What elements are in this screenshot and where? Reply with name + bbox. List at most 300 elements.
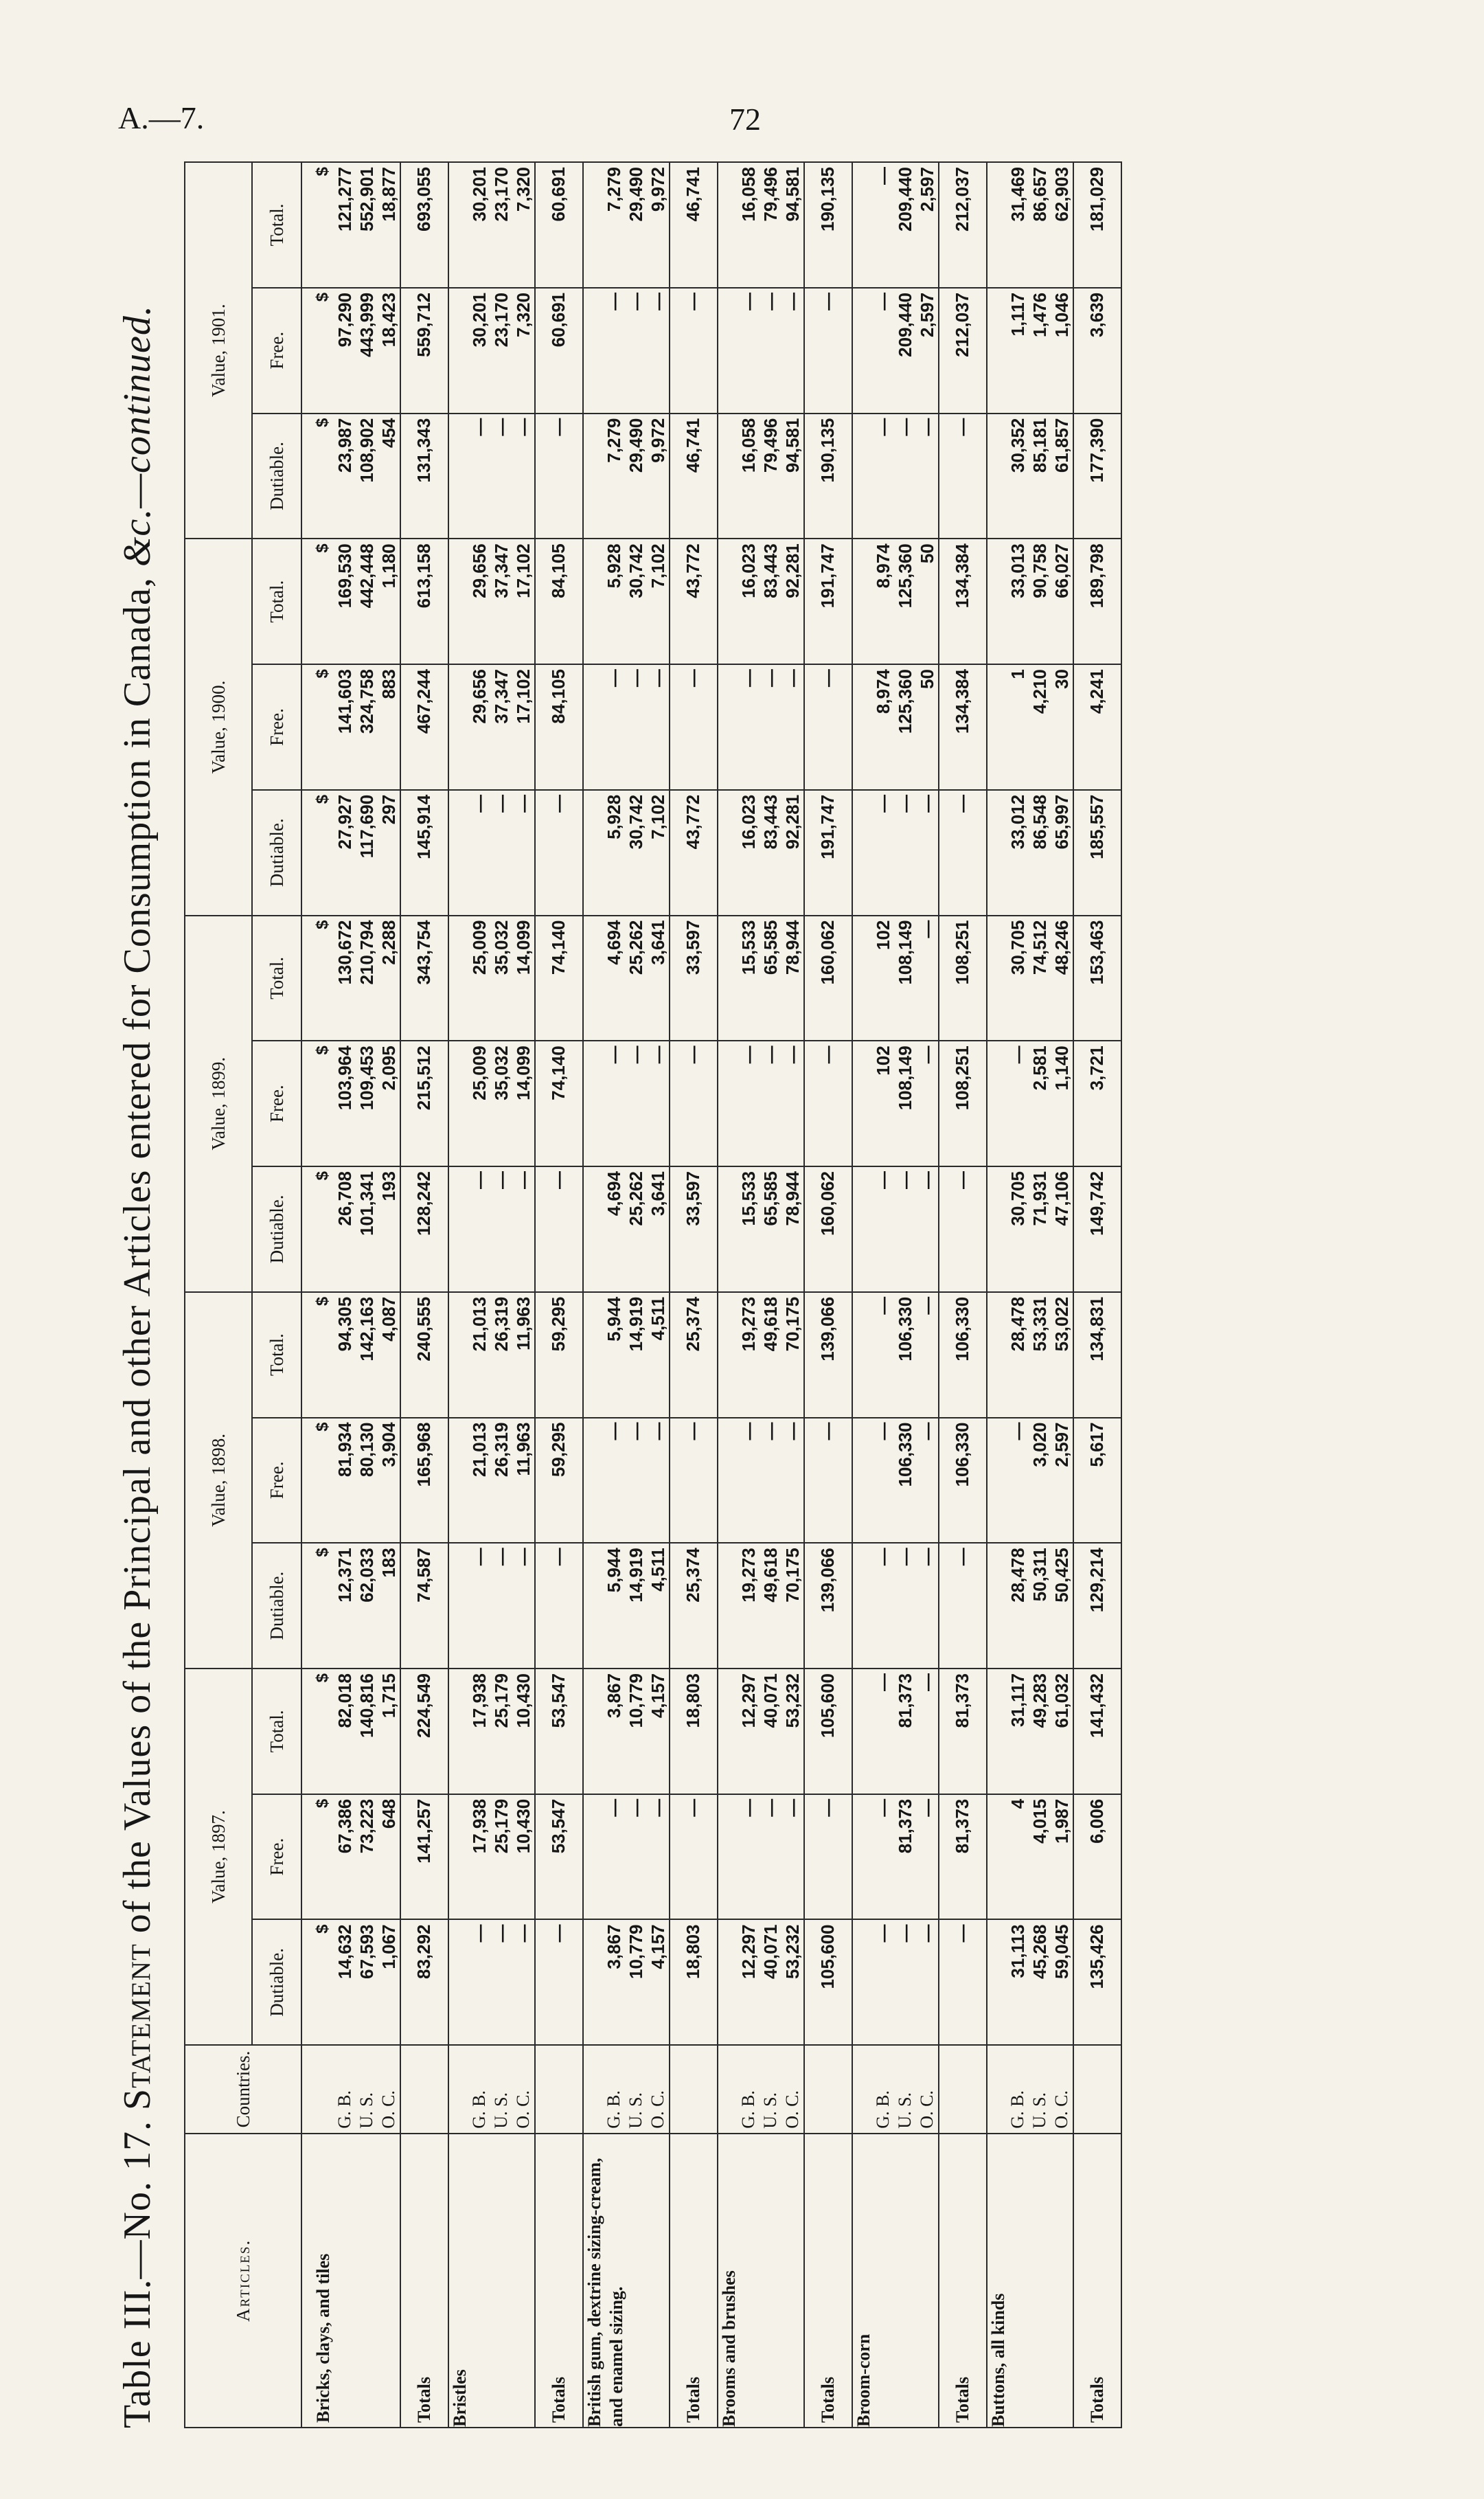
value-cell: — [894, 790, 916, 916]
value-cell: — [625, 288, 647, 414]
total-cell: 25,374 [670, 1543, 718, 1669]
value-cell: 19,273 [738, 1543, 760, 1669]
value-cell: 85,181 [1029, 414, 1051, 539]
value-cell: 552,901 [356, 162, 378, 288]
spacer-cell [448, 414, 468, 539]
value-cell: 74,512 [1029, 916, 1051, 1041]
country-cell: G. B. [603, 2045, 625, 2133]
spacer-cell [718, 1418, 738, 1544]
spacer-cell [583, 1041, 603, 1166]
value-cell: 17,102 [512, 664, 535, 790]
value-cell: 83,443 [760, 790, 781, 916]
spacer-cell [852, 1166, 872, 1292]
spacer-cell [448, 1919, 468, 2045]
value-cell: 19,273 [738, 1292, 760, 1418]
column-header-0-0: Dutiable. [252, 1919, 301, 2045]
value-cell: 78,944 [781, 916, 804, 1041]
value-cell: 648 [378, 1794, 400, 1920]
country-cell: U. S. [490, 2045, 512, 2133]
currency-symbol: $ [301, 790, 334, 916]
value-cell: 35,032 [490, 1041, 512, 1166]
value-cell: 61,857 [1051, 414, 1073, 539]
value-cell: 3,020 [1029, 1418, 1051, 1544]
value-cell: 30,352 [1007, 414, 1029, 539]
total-cell: 46,741 [670, 162, 718, 288]
value-cell: 30,201 [468, 288, 490, 414]
value-cell: 3,641 [647, 916, 670, 1041]
value-cell: — [490, 1166, 512, 1292]
value-cell: — [916, 1669, 939, 1794]
total-cell: 105,600 [804, 1919, 852, 2045]
value-cell: — [760, 664, 781, 790]
value-table [184, 161, 1122, 2428]
total-cell: 191,747 [804, 539, 852, 664]
value-cell: 14,919 [625, 1543, 647, 1669]
value-cell: 50,425 [1051, 1543, 1073, 1669]
value-cell: 30,201 [468, 162, 490, 288]
value-cell: 94,581 [781, 414, 804, 539]
value-cell: 5,928 [603, 539, 625, 664]
value-cell: — [647, 664, 670, 790]
value-cell: 12,297 [738, 1669, 760, 1794]
total-cell: 6,006 [1073, 1794, 1121, 1920]
spacer-cell [718, 1543, 738, 1669]
title-statement: Statement [116, 1943, 159, 2111]
spacer-cell [852, 539, 872, 664]
total-cell: 145,914 [400, 790, 448, 916]
value-cell: 2,095 [378, 1041, 400, 1166]
title-text: of the Values of the Principal and other Articles entered for Consumption in Canada, [116, 577, 159, 1934]
value-cell: — [647, 1794, 670, 1920]
country-cell: O. C. [781, 2045, 804, 2133]
value-cell: — [781, 664, 804, 790]
total-cell: 134,384 [939, 664, 987, 790]
value-cell: — [490, 1543, 512, 1669]
currency-country-cell [718, 2045, 738, 2133]
spacer-cell [852, 664, 872, 790]
value-cell: 81,373 [894, 1794, 916, 1920]
value-cell: 10,779 [625, 1919, 647, 2045]
table-row [603, 162, 625, 2428]
spacer-cell [987, 288, 1007, 414]
table-row [781, 162, 804, 2428]
value-cell: 33,012 [1007, 790, 1029, 916]
currency-symbol: $ [301, 1543, 334, 1669]
total-cell: 131,343 [400, 414, 448, 539]
rotated-table-area [103, 161, 1339, 2428]
spacer-cell [987, 1418, 1007, 1544]
country-cell: O. C. [647, 2045, 670, 2133]
spacer-cell [718, 1669, 738, 1794]
total-cell: — [939, 1919, 987, 2045]
totals-label: Totals [1073, 2134, 1121, 2428]
value-cell: 31,117 [1007, 1669, 1029, 1794]
value-cell: — [916, 1166, 939, 1292]
totals-row [939, 162, 987, 2428]
value-cell: 117,690 [356, 790, 378, 916]
value-cell: 50 [916, 539, 939, 664]
total-cell: 74,140 [535, 1041, 583, 1166]
currency-symbol: $ [301, 162, 334, 288]
column-header-2-2: Total. [252, 916, 301, 1041]
spacer-cell [718, 288, 738, 414]
value-cell: 18,423 [378, 288, 400, 414]
totals-label: Totals [400, 2134, 448, 2428]
spacer-row [987, 162, 1007, 2428]
value-cell: 2,597 [1051, 1418, 1073, 1544]
totals-row [670, 162, 718, 2428]
column-header-0-1: Free. [252, 1794, 301, 1920]
value-cell: 108,149 [894, 916, 916, 1041]
table-row [738, 162, 760, 2428]
value-cell: 92,281 [781, 790, 804, 916]
header-row-years [185, 162, 252, 2428]
total-cell: 139,066 [804, 1292, 852, 1418]
spacer-cell [852, 1794, 872, 1920]
spacer-cell [583, 664, 603, 790]
value-cell: 209,440 [894, 162, 916, 288]
spacer-cell [583, 916, 603, 1041]
value-cell: 11,963 [512, 1418, 535, 1544]
table-row [894, 162, 916, 2428]
total-cell: 139,066 [804, 1543, 852, 1669]
spacer-cell [448, 1041, 468, 1166]
value-cell: 1 [1007, 664, 1029, 790]
value-cell: 7,279 [603, 162, 625, 288]
currency-symbol: $ [301, 1669, 334, 1794]
totals-row [1073, 162, 1121, 2428]
currency-symbol: $ [301, 539, 334, 664]
totals-country-cell [939, 2045, 987, 2133]
total-cell: — [939, 1543, 987, 1669]
value-cell: — [872, 162, 894, 288]
title-lead: Table III.—No. 17. [116, 2121, 159, 2428]
total-cell: — [804, 1041, 852, 1166]
value-cell: 108,149 [894, 1041, 916, 1166]
value-cell: 10,430 [512, 1794, 535, 1920]
column-header-4-2: Total. [252, 162, 301, 288]
value-cell: — [490, 1919, 512, 2045]
value-cell: 16,058 [738, 414, 760, 539]
value-cell: 45,268 [1029, 1919, 1051, 2045]
title-continued: &c.—continued. [116, 305, 159, 567]
spacer-row [852, 162, 872, 2428]
total-cell: 108,251 [939, 1041, 987, 1166]
value-cell: 2,597 [916, 162, 939, 288]
column-header-3-1: Free. [252, 664, 301, 790]
spacer-cell [852, 916, 872, 1041]
value-cell: — [916, 1794, 939, 1920]
value-cell: 40,071 [760, 1669, 781, 1794]
value-cell: — [872, 1543, 894, 1669]
value-cell: — [603, 1418, 625, 1544]
country-cell: O. C. [916, 2045, 939, 2133]
total-cell: — [804, 288, 852, 414]
total-cell: — [804, 1418, 852, 1544]
total-cell: 190,135 [804, 162, 852, 288]
table-body [301, 162, 1121, 2428]
article-name: Broom-corn [852, 2134, 939, 2428]
total-cell: 74,587 [400, 1543, 448, 1669]
value-cell: 130,672 [334, 916, 356, 1041]
total-cell: — [939, 1166, 987, 1292]
value-cell: — [647, 1041, 670, 1166]
total-cell: 83,292 [400, 1919, 448, 2045]
value-cell: 27,927 [334, 790, 356, 916]
total-cell: 343,754 [400, 916, 448, 1041]
value-cell: 4,694 [603, 916, 625, 1041]
total-cell: 181,029 [1073, 162, 1121, 288]
value-cell: — [647, 1418, 670, 1544]
currency-symbol: $ [301, 664, 334, 790]
spacer-cell [448, 288, 468, 414]
spacer-cell [718, 1292, 738, 1418]
totals-row [535, 162, 583, 2428]
value-cell: 16,023 [738, 539, 760, 664]
spacer-cell [583, 1292, 603, 1418]
value-cell: 3,641 [647, 1166, 670, 1292]
spacer-cell [987, 414, 1007, 539]
value-cell: 29,656 [468, 539, 490, 664]
value-cell: — [625, 1794, 647, 1920]
value-cell: 210,794 [356, 916, 378, 1041]
total-cell: 160,062 [804, 916, 852, 1041]
year-header-1: Value, 1898. [185, 1292, 252, 1669]
total-cell: 60,691 [535, 288, 583, 414]
country-cell: G. B. [334, 2045, 356, 2133]
value-cell: 1,067 [378, 1919, 400, 2045]
currency-symbol: $ [301, 1919, 334, 2045]
year-header-2: Value, 1899. [185, 916, 252, 1292]
value-cell: 30 [1051, 664, 1073, 790]
total-cell: 141,257 [400, 1794, 448, 1920]
totals-label: Totals [804, 2134, 852, 2428]
totals-label: Totals [670, 2134, 718, 2428]
value-cell: — [916, 1919, 939, 2045]
spacer-cell [718, 1166, 738, 1292]
value-cell: 7,320 [512, 162, 535, 288]
spacer-row [583, 162, 603, 2428]
spacer-cell [448, 1543, 468, 1669]
country-cell: O. C. [378, 2045, 400, 2133]
column-header-4-0: Dutiable. [252, 414, 301, 539]
country-cell: U. S. [625, 2045, 647, 2133]
value-cell: 26,319 [490, 1418, 512, 1544]
value-cell: 1,987 [1051, 1794, 1073, 1920]
value-cell: 94,305 [334, 1292, 356, 1418]
currency-symbol: $ [301, 1418, 334, 1544]
value-cell: 3,904 [378, 1418, 400, 1544]
spacer-cell [583, 1669, 603, 1794]
value-cell: — [647, 288, 670, 414]
countries-header: Countries. [185, 2045, 301, 2133]
spacer-cell [852, 1543, 872, 1669]
value-cell: 25,262 [625, 1166, 647, 1292]
totals-country-cell [804, 2045, 852, 2133]
value-cell: — [468, 1919, 490, 2045]
total-cell: 149,742 [1073, 1166, 1121, 1292]
value-cell: — [872, 1669, 894, 1794]
year-header-3: Value, 1900. [185, 539, 252, 915]
total-cell: 153,463 [1073, 916, 1121, 1041]
value-cell: — [916, 1543, 939, 1669]
spacer-cell [987, 1794, 1007, 1920]
value-cell: — [512, 1166, 535, 1292]
value-cell: 140,816 [356, 1669, 378, 1794]
table-row [916, 162, 939, 2428]
value-cell: 297 [378, 790, 400, 916]
article-name: Brooms and brushes [718, 2134, 804, 2428]
total-cell: 3,639 [1073, 288, 1121, 414]
value-cell: — [760, 1418, 781, 1544]
total-cell: 160,062 [804, 1166, 852, 1292]
value-cell: 47,106 [1051, 1166, 1073, 1292]
totals-country-cell [670, 2045, 718, 2133]
value-cell: 121,277 [334, 162, 356, 288]
total-cell: 613,158 [400, 539, 448, 664]
total-cell: — [535, 790, 583, 916]
spacer-cell [583, 1418, 603, 1544]
value-cell: 81,934 [334, 1418, 356, 1544]
spacer-row [718, 162, 738, 2428]
spacer-cell [718, 162, 738, 288]
value-cell: 28,478 [1007, 1292, 1029, 1418]
totals-country-cell [400, 2045, 448, 2133]
value-cell: — [894, 414, 916, 539]
value-cell: 94,581 [781, 162, 804, 288]
total-cell: 693,055 [400, 162, 448, 288]
currency-symbol: $ [301, 916, 334, 1041]
value-cell: 29,490 [625, 162, 647, 288]
spacer-cell [583, 1919, 603, 2045]
value-cell: 7,102 [647, 790, 670, 916]
value-cell: 4,087 [378, 1292, 400, 1418]
article-name: Bristles [448, 2134, 535, 2428]
table-row [1051, 162, 1073, 2428]
table-row [625, 162, 647, 2428]
total-cell: 59,295 [535, 1418, 583, 1544]
spacer-cell [718, 1919, 738, 2045]
table-row [334, 162, 356, 2428]
value-cell: 2,288 [378, 916, 400, 1041]
spacer-cell [448, 1794, 468, 1920]
value-cell: 142,163 [356, 1292, 378, 1418]
value-cell: — [1007, 1041, 1029, 1166]
spacer-cell [583, 539, 603, 664]
total-cell: 84,105 [535, 539, 583, 664]
spacer-cell [718, 1794, 738, 1920]
currency-symbol: $ [301, 1041, 334, 1166]
value-cell: 14,632 [334, 1919, 356, 2045]
value-cell: 14,099 [512, 916, 535, 1041]
value-cell: 53,331 [1029, 1292, 1051, 1418]
value-cell: 17,102 [512, 539, 535, 664]
value-cell: 209,440 [894, 288, 916, 414]
spacer-cell [718, 539, 738, 664]
total-cell: 135,426 [1073, 1919, 1121, 2045]
value-cell: — [916, 916, 939, 1041]
value-cell: 62,903 [1051, 162, 1073, 288]
total-cell: 467,244 [400, 664, 448, 790]
total-cell: — [670, 1418, 718, 1544]
year-header-4: Value, 1901. [185, 162, 252, 539]
total-cell: 18,803 [670, 1919, 718, 2045]
total-cell: 25,374 [670, 1292, 718, 1418]
total-cell: 106,330 [939, 1292, 987, 1418]
spacer-cell [718, 790, 738, 916]
column-header-1-1: Free. [252, 1418, 301, 1544]
totals-row [804, 162, 852, 2428]
country-cell: U. S. [1029, 2045, 1051, 2133]
value-cell: 79,496 [760, 162, 781, 288]
value-cell: 454 [378, 414, 400, 539]
totals-label: Totals [939, 2134, 987, 2428]
total-cell: 81,373 [939, 1669, 987, 1794]
spacer-cell [987, 1669, 1007, 1794]
value-cell: 62,033 [356, 1543, 378, 1669]
value-cell: 102 [872, 916, 894, 1041]
value-cell: — [738, 288, 760, 414]
value-cell: — [603, 288, 625, 414]
value-cell: 7,320 [512, 288, 535, 414]
value-cell: 16,058 [738, 162, 760, 288]
value-cell: 106,330 [894, 1418, 916, 1544]
value-cell: 78,944 [781, 1166, 804, 1292]
value-cell: — [916, 1292, 939, 1418]
value-cell: — [603, 664, 625, 790]
value-cell: 125,360 [894, 664, 916, 790]
value-cell: — [872, 1166, 894, 1292]
column-header-1-2: Total. [252, 1292, 301, 1418]
value-cell: 4,015 [1029, 1794, 1051, 1920]
total-cell: 128,242 [400, 1166, 448, 1292]
value-cell: — [512, 1543, 535, 1669]
value-cell: — [468, 790, 490, 916]
value-cell: 4 [1007, 1794, 1029, 1920]
value-cell: — [916, 414, 939, 539]
value-cell: — [490, 790, 512, 916]
value-cell: 30,705 [1007, 1166, 1029, 1292]
value-cell: 30,705 [1007, 916, 1029, 1041]
total-cell: 59,295 [535, 1292, 583, 1418]
value-cell: — [738, 664, 760, 790]
value-cell: 324,758 [356, 664, 378, 790]
value-cell: 65,585 [760, 916, 781, 1041]
spacer-cell [448, 916, 468, 1041]
column-header-2-0: Dutiable. [252, 1166, 301, 1292]
table-row [356, 162, 378, 2428]
value-cell: — [872, 414, 894, 539]
value-cell: — [916, 1041, 939, 1166]
country-cell: G. B. [738, 2045, 760, 2133]
totals-country-cell [1073, 2045, 1121, 2133]
value-cell: 92,281 [781, 539, 804, 664]
spacer-cell [852, 1418, 872, 1544]
spacer-cell [852, 414, 872, 539]
value-cell: 90,758 [1029, 539, 1051, 664]
total-cell: 141,432 [1073, 1669, 1121, 1794]
spacer-cell [583, 1166, 603, 1292]
spacer-cell [718, 1041, 738, 1166]
sheet-reference: A.—7. [118, 100, 205, 135]
column-header-0-2: Total. [252, 1669, 301, 1794]
value-cell: 29,490 [625, 414, 647, 539]
value-cell: 15,533 [738, 916, 760, 1041]
value-cell: 67,386 [334, 1794, 356, 1920]
value-cell: — [872, 288, 894, 414]
total-cell: 105,600 [804, 1669, 852, 1794]
total-cell: 134,384 [939, 539, 987, 664]
